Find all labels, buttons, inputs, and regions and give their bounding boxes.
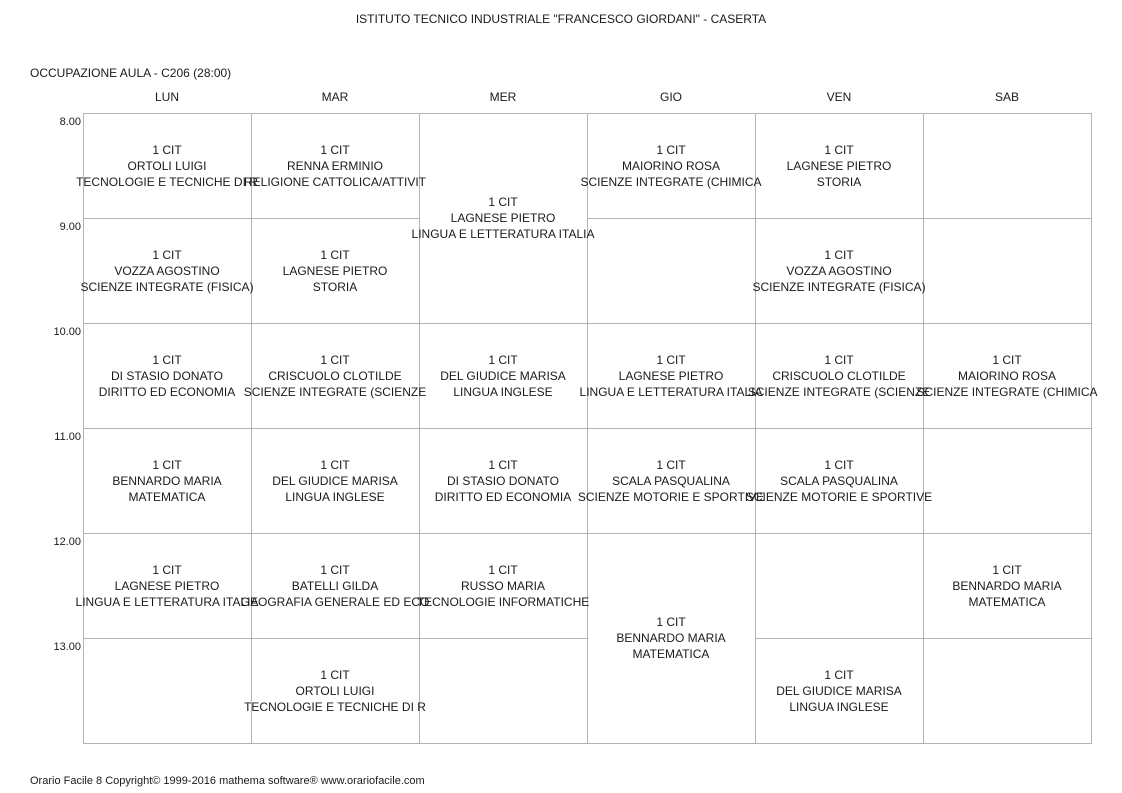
lesson-subject: STORIA (312, 279, 358, 294)
lesson-subject: LINGUA INGLESE (789, 699, 889, 714)
lesson-teacher: BENNARDO MARIA (112, 473, 222, 488)
lesson-class: 1 CIT (488, 457, 518, 472)
lesson-class: 1 CIT (656, 142, 686, 157)
hour-label: 11.00 (54, 431, 81, 443)
lesson-teacher: MAIORINO ROSA (621, 158, 720, 173)
timetable-cell (75, 533, 259, 639)
lesson-teacher: ORTOLI LUIGI (127, 158, 207, 173)
lesson-class: 1 CIT (320, 142, 350, 157)
day-header-gio: GIO (659, 90, 682, 104)
lesson-teacher: RUSSO MARIA (460, 578, 545, 593)
timetable-cell (240, 533, 430, 639)
empty-timetable-cell (755, 533, 924, 639)
lesson-subject: LINGUA E LETTERATURA ITALIA (579, 384, 763, 399)
lesson-class: 1 CIT (320, 457, 350, 472)
hour-label: 9.00 (59, 221, 81, 233)
timetable-cell (251, 218, 420, 324)
lesson-subject: SCIENZE INTEGRATE (FISICA) (752, 279, 926, 294)
timetable-cell (243, 323, 427, 429)
lesson-teacher: LAGNESE PIETRO (618, 368, 724, 383)
timetable-cell (579, 323, 763, 429)
lesson-subject: GEOGRAFIA GENERALE ED ECO (240, 594, 430, 609)
lesson-teacher: CRISCUOLO CLOTILDE (268, 368, 402, 383)
lesson-teacher: DI STASIO DONATO (446, 473, 559, 488)
timetable-cell (83, 428, 252, 534)
timetable-cell (755, 113, 924, 219)
day-header-ven: VEN (826, 90, 852, 104)
lesson-class: 1 CIT (992, 562, 1022, 577)
lesson-class: 1 CIT (656, 457, 686, 472)
lesson-subject: TECNOLOGIE INFORMATICHE (416, 594, 590, 609)
timetable-cell (416, 533, 590, 639)
hour-label: 8.00 (59, 116, 81, 128)
timetable-cell (244, 638, 426, 744)
empty-timetable-cell (587, 218, 756, 324)
timetable-cell (419, 428, 588, 534)
lesson-class: 1 CIT (824, 667, 854, 682)
timetable-cell (580, 113, 762, 219)
lesson-teacher: LAGNESE PIETRO (786, 158, 892, 173)
timetable-cell (80, 218, 254, 324)
lesson-class: 1 CIT (152, 352, 182, 367)
timetable-cell (83, 323, 252, 429)
timetable-cell (752, 218, 926, 324)
empty-timetable-cell (419, 638, 588, 744)
timetable-cell (587, 533, 756, 744)
lesson-subject: SCIENZE INTEGRATE (CHIMICA (580, 174, 762, 189)
timetable-cell (419, 323, 588, 429)
lesson-teacher: DEL GIUDICE MARISA (776, 683, 902, 698)
lesson-teacher: DI STASIO DONATO (110, 368, 223, 383)
lesson-teacher: SCALA PASQUALINA (612, 473, 730, 488)
empty-timetable-cell (923, 218, 1092, 324)
lesson-subject: SCIENZE MOTORIE E SPORTIVE (577, 489, 765, 504)
lesson-subject: MATEMATICA (632, 647, 710, 661)
lesson-subject: MATEMATICA (968, 594, 1046, 609)
empty-timetable-cell (83, 638, 252, 744)
room-occupancy-title: OCCUPAZIONE AULA - C206 (28:00) (30, 66, 232, 80)
lesson-teacher: BENNARDO MARIA (616, 631, 726, 645)
lesson-class: 1 CIT (488, 352, 518, 367)
day-header-mer: MER (489, 90, 517, 104)
lesson-subject: LINGUA E LETTERATURA ITALIA (75, 594, 259, 609)
empty-timetable-cell (923, 113, 1092, 219)
lesson-class: 1 CIT (152, 142, 182, 157)
lesson-class: 1 CIT (152, 247, 182, 262)
lesson-teacher: DEL GIUDICE MARISA (440, 368, 566, 383)
day-header-sab: SAB (994, 90, 1019, 104)
timetable-cell (747, 323, 931, 429)
lesson-teacher: SCALA PASQUALINA (780, 473, 898, 488)
lesson-subject: LINGUA INGLESE (285, 489, 385, 504)
lesson-subject: SCIENZE INTEGRATE (FISICA) (80, 279, 254, 294)
lesson-class: 1 CIT (152, 562, 182, 577)
lesson-class: 1 CIT (320, 667, 350, 682)
lesson-class: 1 CIT (992, 352, 1022, 367)
lesson-subject: MATEMATICA (128, 489, 206, 504)
timetable-grid (75, 113, 1098, 743)
timetable-cell (755, 638, 924, 744)
timetable-cell (923, 533, 1092, 639)
timetable-cell (411, 113, 595, 324)
lesson-class: 1 CIT (488, 195, 518, 209)
lesson-teacher: DEL GIUDICE MARISA (272, 473, 398, 488)
lesson-subject: DIRITTO ED ECONOMIA (98, 384, 236, 399)
timetable-cell (243, 113, 427, 219)
lesson-subject: RELIGIONE CATTOLICA/ATTIVIT (243, 174, 427, 189)
lesson-subject: TECNOLOGIE E TECNICHE DI R (244, 699, 426, 714)
lesson-subject: SCIENZE INTEGRATE (SCIENZE (243, 384, 427, 399)
lesson-teacher: LAGNESE PIETRO (114, 578, 220, 593)
lesson-teacher: BENNARDO MARIA (952, 578, 1062, 593)
day-header-mar: MAR (321, 90, 349, 104)
lesson-teacher: LAGNESE PIETRO (450, 211, 556, 225)
lesson-subject: LINGUA E LETTERATURA ITALIA (411, 227, 595, 241)
lesson-class: 1 CIT (824, 142, 854, 157)
school-title: ISTITUTO TECNICO INDUSTRIALE "FRANCESCO GIORDANI" - CASERTA (355, 12, 767, 26)
lesson-class: 1 CIT (824, 247, 854, 262)
lesson-teacher: VOZZA AGOSTINO (114, 263, 220, 278)
hour-label: 10.00 (53, 326, 81, 338)
lesson-class: 1 CIT (656, 615, 686, 629)
lesson-teacher: RENNA ERMINIO (286, 158, 383, 173)
lesson-class: 1 CIT (320, 247, 350, 262)
lesson-subject: STORIA (816, 174, 862, 189)
lesson-subject: SCIENZE INTEGRATE (CHIMICA (916, 384, 1098, 399)
lesson-teacher: BATELLI GILDA (291, 578, 379, 593)
lesson-subject: SCIENZE MOTORIE E SPORTIVE (745, 489, 933, 504)
lesson-class: 1 CIT (152, 457, 182, 472)
lesson-subject: TECNOLOGIE E TECNICHE DI R (76, 174, 258, 189)
lesson-teacher: CRISCUOLO CLOTILDE (772, 368, 906, 383)
day-header-lun: LUN (154, 90, 179, 104)
lesson-class: 1 CIT (488, 562, 518, 577)
timetable-cell (745, 428, 933, 534)
lesson-teacher: VOZZA AGOSTINO (786, 263, 892, 278)
lesson-class: 1 CIT (656, 352, 686, 367)
empty-timetable-cell (923, 428, 1092, 534)
timetable-cell (577, 428, 765, 534)
lesson-teacher: MAIORINO ROSA (957, 368, 1056, 383)
lesson-class: 1 CIT (320, 352, 350, 367)
lesson-subject: LINGUA INGLESE (453, 384, 553, 399)
hour-label: 13.00 (53, 641, 81, 653)
lesson-class: 1 CIT (824, 457, 854, 472)
footer-copyright: Orario Facile 8 Copyright© 1999-2016 mathema software® www.orariofacile.com (30, 775, 425, 787)
lesson-class: 1 CIT (320, 562, 350, 577)
lesson-subject: DIRITTO ED ECONOMIA (434, 489, 572, 504)
lesson-class: 1 CIT (824, 352, 854, 367)
timetable-cell (76, 113, 258, 219)
lesson-subject: SCIENZE INTEGRATE (SCIENZE (747, 384, 931, 399)
lesson-teacher: ORTOLI LUIGI (295, 683, 375, 698)
timetable-cell (916, 323, 1098, 429)
empty-timetable-cell (923, 638, 1092, 744)
hour-label: 12.00 (53, 536, 81, 548)
lesson-teacher: LAGNESE PIETRO (282, 263, 388, 278)
timetable-cell (251, 428, 420, 534)
